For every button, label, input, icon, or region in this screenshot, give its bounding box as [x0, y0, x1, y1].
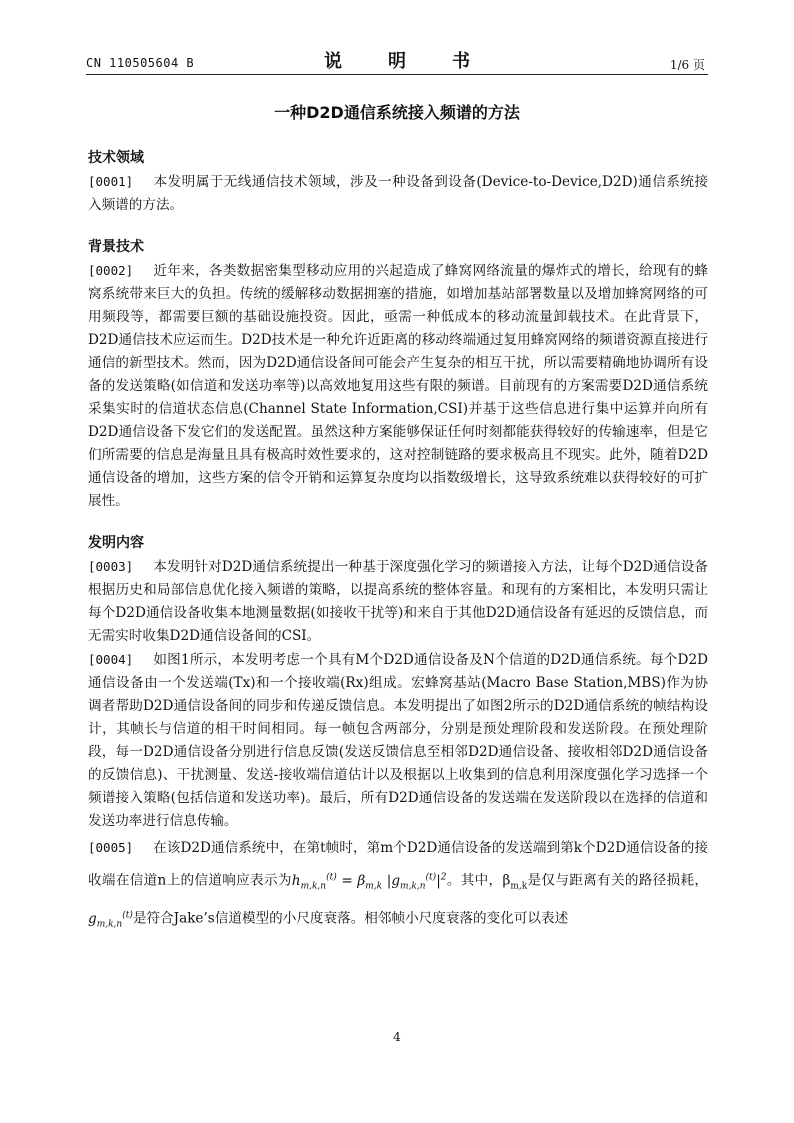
paragraph-text: 本发明针对D2D通信系统提出一种基于深度强化学习的频谱接入方法，让每个D2D通信设备根据历史和局部信息优化接入频谱的策略，以提高系统的整体容量。和现有的方案相比，本发明只需让每个D2D通信设备收集本地测量数据(如接收干扰等)和来自于其他D2D通信设备有延迟的反馈信息，而无需实时收集D2D通信设备间的CSI。 [88, 559, 708, 644]
channel-response-equation: $h_{m,k,n}^{(t)} = \beta_{m,k}$ $|g_{m,k,n}^{(t)}|^2$ [291, 872, 447, 892]
paragraph-text: 在该D2D通信系统中，在第t帧时，第m个D2D通信设备的发送端到第k个D2D通信设备的接收端在信道n上的信道响应表示为 [88, 840, 708, 889]
paragraph [88, 648, 708, 833]
paragraph-number: [0005] [88, 840, 134, 855]
paragraph-text: 是符合Jake’s信道模型的小尺度衰落。相邻帧小尺度衰落的变化可以表述 [132, 910, 569, 927]
section-background [88, 235, 708, 513]
page-info: 1/6 页 [669, 58, 705, 72]
header-divider [86, 74, 708, 75]
paragraph-text: 如图1所示，本发明考虑一个具有M个D2D通信设备及N个信道的D2D通信系统。每个D2D通信设备由一个发送端(Tx)和一个接收端(Rx)组成。宏蜂窝基站(Macro Base Station,MBS)作为协调者帮助D2D通信设备间的同步和传递反馈信息。本发明提出了如图2所示的D2D通信系统的帧结构设计，其帧长与信道的相干时间相同。每一帧包含两部分，分别是预处理阶段和发送阶段。在预处理阶段，每一D2D通信设备分别进行信息反馈(发送反馈信息至相邻D2D通信设备、接收相邻D2D通信设备的反馈信息)、干扰测量、发送-接收端信道估计以及根据以上收集到的信息利用深度强化学习选择一个频谱接入策略(包括信道和发送功率)。最后，所有D2D通信设备的发送端在发送阶段以在选择的信道和发送功率进行信息传输。 [88, 652, 708, 829]
small-scale-fading-symbol: $g_{m,k,n}^{(t)}$ [88, 910, 133, 930]
paragraph-number: [0001] [88, 174, 134, 189]
paragraph [88, 259, 708, 513]
paragraph [88, 170, 708, 217]
paragraph-text: 本发明属于无线通信技术领域，涉及一种设备到设备(Device-to-Device,D2D)通信系统接入频谱的方法。 [88, 174, 708, 213]
section-heading: 背景技术 [88, 239, 144, 255]
paragraph-number: [0002] [88, 263, 134, 278]
section-summary [88, 531, 708, 940]
paragraph-text: 。其中，β [446, 872, 511, 889]
paragraph [88, 833, 708, 940]
paragraph-number: [0004] [88, 652, 134, 667]
paragraph-number: [0003] [88, 559, 134, 574]
paragraph-text: 近年来，各类数据密集型移动应用的兴起造成了蜂窝网络流量的爆炸式的增长，给现有的蜂窝系统带来巨大的负担。传统的缓解移动数据拥塞的措施，如增加基站部署数量以及增加蜂窝网络的可用频段等，都需要巨额的基础设施投资。因此，亟需一种低成本的移动流量卸载技术。在此背景下，D2D通信技术应运而生。D2D技术是一种允许近距离的移动终端通过复用蜂窝网络的频谱资源直接进行通信的新型技术。然而，因为D2D通信设备间可能会产生复杂的相互干扰，所以需要精确地协调所有设备的发送策略(如信道和发送功率等)以高效地复用这些有限的频谱。目前现有的方案需要D2D通信系统采集实时的信道状态信息(Channel State Information,CSI)并基于这些信息进行集中运算并向所有D2D通信设备下发它们的发送配置。虽然这种方案能够保证任何时刻都能获得较好的传输速率，但是它们所需要的信息是海量且具有极高时效性要求的，这对控制链路的要求极高且不现实。此外，随着D2D通信设备的增加，这些方案的信令开销和运算复杂度均以指数级增长，这导致系统难以获得较好的可扩展性。 [88, 263, 708, 509]
document-body [88, 146, 708, 958]
document-title: 一种D2D通信系统接入频谱的方法 [274, 103, 520, 122]
section-heading: 发明内容 [88, 535, 144, 551]
beta-subscript: m,k [510, 881, 528, 892]
section-heading: 技术领域 [88, 150, 144, 166]
patent-number: CN 110505604 B [86, 56, 195, 70]
paragraph [88, 555, 708, 648]
section-technical-field [88, 146, 708, 217]
document-type: 说 明 书 [324, 51, 484, 72]
page-number: 4 [393, 1030, 401, 1044]
paragraph-text: 是仅与距离有关的路径损耗， [527, 872, 708, 889]
